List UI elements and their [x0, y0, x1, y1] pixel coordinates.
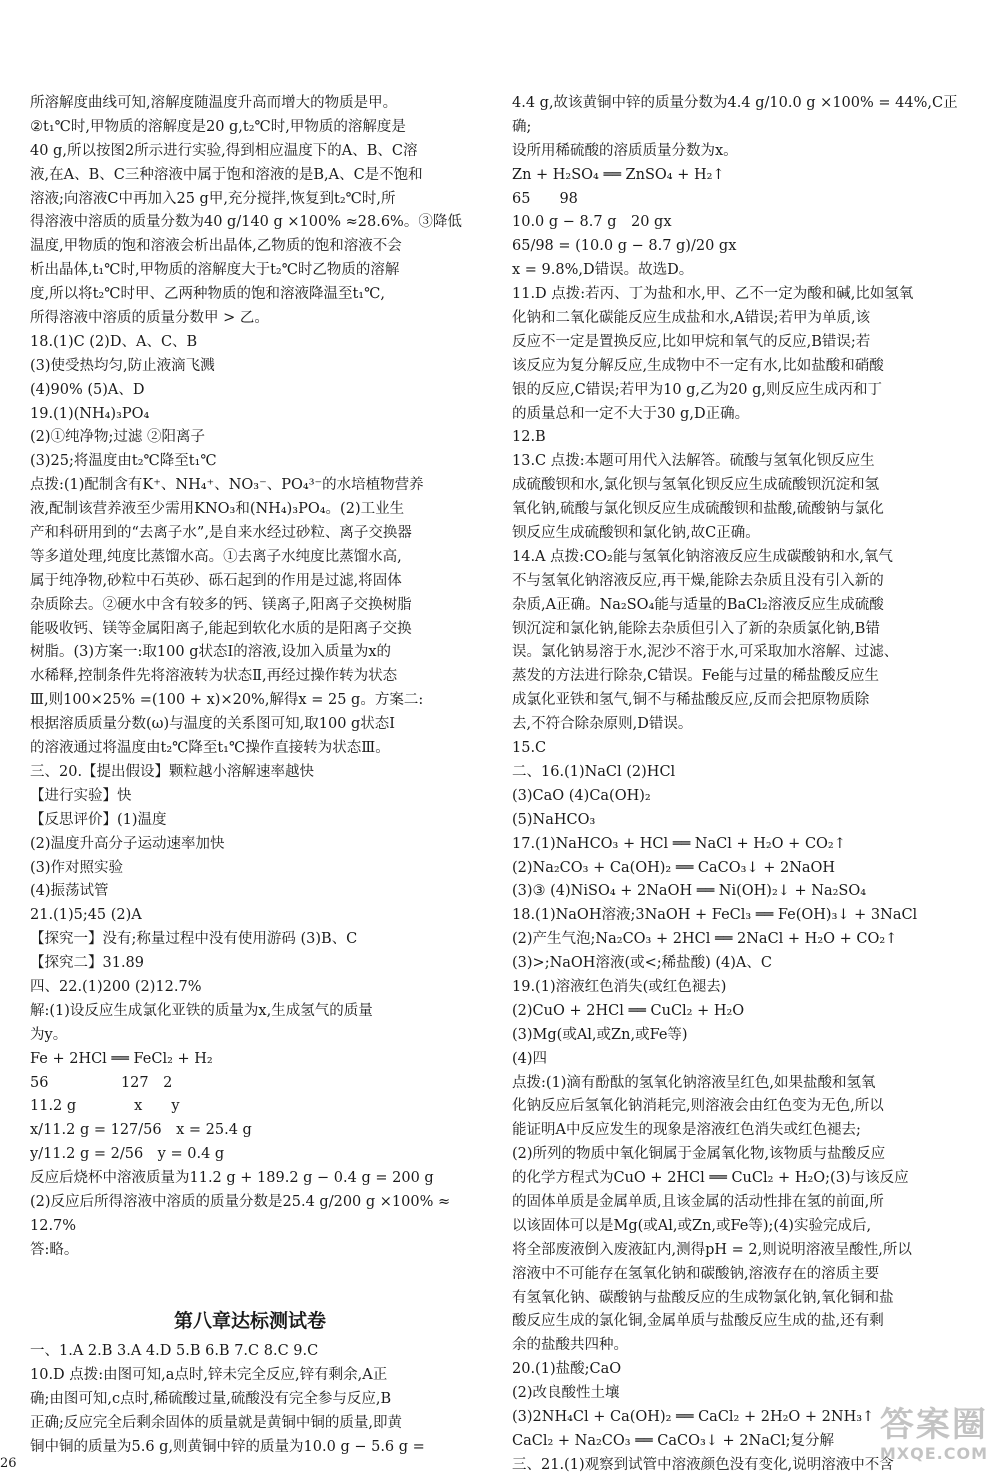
text-line: 成氯化亚铁和氢气,铜不与稀盐酸反应,反而会把原物质除 [512, 692, 870, 709]
text-line: 【探究一】没有;称量过程中没有使用游码 (3)B、C [30, 931, 358, 948]
text-line: 溶液;向溶液C中再加入25 g甲,充分搅拌,恢复到t₂℃时,所 [30, 190, 396, 207]
text-line: 确;由图可知,c点时,稀硫酸过量,硫酸没有完全参与反应,B [30, 1390, 392, 1407]
text-line: 三、21.(1)观察到试管中溶液颜色没有变化,说明溶液中不含 [512, 1456, 894, 1473]
text-line: 酸反应生成的氯化铜,金属单质与盐酸反应生成的盐,还有剩 [512, 1313, 884, 1330]
text-line: 该反应为复分解反应,生成物中不一定有水,比如盐酸和硝酸 [512, 357, 884, 374]
text-line: 以该固体可以是Mg(或Al,或Zn,或Fe等);(4)实验完成后, [512, 1217, 872, 1234]
text-line: 树脂。(3)方案一:取100 g状态Ⅰ的溶液,设加入质量为x的 [30, 644, 392, 661]
text-line: 所得溶液中溶质的质量分数甲 > 乙。 [30, 310, 269, 327]
watermark-logo-text: 答案圈 [879, 1405, 988, 1445]
text-line: 化钠和二氧化碳能反应生成盐和水,A错误;若甲为单质,该 [512, 310, 871, 327]
text-line: 的质量总和一定不大于30 g,D正确。 [512, 405, 750, 422]
text-line: 银的反应,C错误;若甲为10 g,乙为20 g,则反应生成丙和丁 [512, 381, 882, 398]
text-line: 点拨:(1)滴有酚酞的氢氧化钠溶液呈红色,如果盐酸和氢氧 [512, 1074, 876, 1091]
text-line: 的固体单质是金属单质,且该金属的活动性排在氢的前面,所 [512, 1193, 884, 1210]
text-line: 56 127 2 [30, 1074, 173, 1091]
text-line: 正确;反应完全后剩余固体的质量就是黄铜中铜的质量,即黄 [30, 1414, 402, 1431]
text-line: 钡反应生成硫酸钡和氯化钠,故C正确。 [512, 525, 760, 542]
text-line: 【反思评价】(1)温度 [30, 811, 167, 828]
text-line: 18.(1)C (2)D、A、C、B [30, 333, 198, 350]
text-line: 液,配制该营养液至少需用KNO₃和(NH₄)₃PO₄。(2)工业生 [30, 501, 405, 518]
text-line: 点拨:(1)配制含有K⁺、NH₄⁺、NO₃⁻、PO₄³⁻的水培植物营养 [30, 477, 424, 494]
text-line: 能证明A中反应发生的现象是溶液红色消失或红色褪去; [512, 1122, 861, 1139]
watermark-url: MXQE.COM [879, 1444, 988, 1463]
text-line: 10.D 点拨:由图可知,a点时,锌未完全反应,锌有剩余,A正 [30, 1366, 388, 1383]
text-line: 14.A 点拨:CO₂能与氢氧化钠溶液反应生成碳酸钠和水,氧气 [512, 548, 893, 565]
text-line: 19.(1)(NH₄)₃PO₄ [30, 405, 150, 422]
text-line: (3)2NH₄Cl + Ca(OH)₂ ══ CaCl₂ + 2H₂O + 2NH₃↑ [512, 1408, 875, 1425]
text-line: 15.C [512, 740, 547, 757]
text-line: 11.D 点拨:若丙、丁为盐和水,甲、乙不一定为酸和碱,比如氢氧 [512, 286, 914, 303]
text-line: 能吸收钙、镁等金属阳离子,能起到软化水质的是阳离子交换 [30, 620, 412, 637]
text-line: 【进行实验】快 [30, 787, 132, 804]
text-line: 析出晶体,t₁℃时,甲物质的溶解度大于t₂℃时乙物质的溶解 [30, 262, 400, 279]
text-line: 三、20.【提出假设】颗粒越小溶解速率越快 [30, 763, 315, 780]
text-line: 有氢氧化钠、碳酸钠与盐酸反应的生成物氯化钠,氧化铜和盐 [512, 1289, 894, 1306]
text-line: (3)>;NaOH溶液(或<;稀盐酸) (4)A、C [512, 955, 773, 972]
text-line: 将全部废液倒入废液缸内,测得pH = 2,则说明溶液呈酸性,所以 [512, 1241, 912, 1258]
text-line: 解:(1)设反应生成氯化亚铁的质量为x,生成氢气的质量 [30, 1002, 373, 1019]
text-line: 水稀释,控制条件先将溶液转为状态Ⅱ,再经过操作转为状态 [30, 668, 398, 685]
text-line: 11.2 g x y [30, 1098, 180, 1115]
page-number: 26 [0, 1456, 17, 1471]
text-line: Zn + H₂SO₄ ══ ZnSO₄ + H₂↑ [512, 166, 725, 183]
text-line: CaCl₂ + Na₂CO₃ ══ CaCO₃↓ + 2NaCl;复分解 [512, 1432, 834, 1449]
text-line: 产和科研用到的“去离子水”,是自来水经过砂粒、离子交换器 [30, 525, 412, 542]
text-line: Fe + 2HCl ══ FeCl₂ + H₂ [30, 1050, 213, 1067]
text-line: 19.(1)溶液红色消失(或红色褪去) [512, 978, 727, 995]
text-line: 的化学方程式为CuO + 2HCl ══ CuCl₂ + H₂O;(3)与该反应 [512, 1170, 909, 1187]
text-line: 液,在A、B、C三种溶液中属于饱和溶液的是B,A、C是不饱和 [30, 166, 423, 183]
text-line: 化钠反应后氢氧化钠消耗完,则溶液会由红色变为无色,所以 [512, 1098, 884, 1115]
watermark-logo [880, 1406, 988, 1463]
text-line: 所溶解度曲线可知,溶解度随温度升高而增大的物质是甲。 [30, 95, 398, 111]
text-line: 成硫酸钡和水,氯化钡与氢氧化钡反应生成硫酸钡沉淀和氢 [512, 477, 880, 494]
text-line: 一、1.A 2.B 3.A 4.D 5.B 6.B 7.C 8.C 9.C [30, 1343, 319, 1359]
text-line: 反应后烧杯中溶液质量为11.2 g + 189.2 g − 0.4 g = 200 g [30, 1170, 434, 1187]
text-line: 反应不一定是置换反应,比如甲烷和氧气的反应,B错误;若 [512, 333, 871, 350]
text-line: 氧化钠,硫酸与氯化钡反应生成硫酸钡和盐酸,硫酸钠与氯化 [512, 501, 884, 518]
text-line: 等多道处理,纯度比蒸馏水高。①去离子水纯度比蒸馏水高, [30, 548, 402, 565]
text-line: 40 g,所以按图2所示进行实验,得到相应温度下的A、B、C溶 [30, 142, 418, 159]
text-line: 为y。 [30, 1026, 68, 1043]
text-line: 13.C 点拨:本题可用代入法解答。硫酸与氢氧化钡反应生 [512, 453, 875, 470]
text-line: Ⅲ,则100×25% =(100 + x)×20%,解得x = 25 g。方案二: [30, 692, 424, 709]
text-line: (2)温度升高分子运动速率加快 [30, 835, 225, 852]
left-column [30, 92, 470, 1263]
text-line: (2)所列的物质中氧化铜属于金属氧化物,该物质与盐酸反应 [512, 1146, 886, 1163]
text-line: (3)Mg(或Al,或Zn,或Fe等) [512, 1026, 688, 1043]
text-line: (2)产生气泡;Na₂CO₃ + 2HCl ══ 2NaCl + H₂O + CO₂↑ [512, 931, 898, 948]
text-line: 的溶液通过将温度由t₂℃降至t₁℃操作直接转为状态Ⅲ。 [30, 740, 390, 757]
text-line: 误。氯化钠易溶于水,泥沙不溶于水,可采取加水溶解、过滤、 [512, 644, 899, 661]
text-line: x = 9.8%,D错误。故选D。 [512, 262, 694, 279]
text-line: 20.(1)盐酸;CaO [512, 1361, 622, 1378]
text-line: 去,不符合除杂原则,D错误。 [512, 716, 693, 733]
text-line: 溶液中不可能存在氢氧化钠和碳酸钠,溶液存在的溶质主要 [512, 1265, 880, 1282]
text-line: 杂质,A正确。Na₂SO₄能与适量的BaCl₂溶液反应生成硫酸 [512, 596, 884, 613]
text-line: 蒸发的方法进行除杂,C错误。Fe能与过量的稀盐酸反应生 [512, 668, 880, 685]
text-line: 得溶液中溶质的质量分数为40 g/140 g ×100% ≈28.6%。③降低 [30, 214, 462, 231]
text-line: (2)反应后所得溶液中溶质的质量分数是25.4 g/200 g ×100% ≈ [30, 1193, 451, 1210]
text-line: 65/98 = (10.0 g − 8.7 g)/20 gx [512, 238, 737, 255]
section-heading: 第八章达标测试卷 [173, 1310, 326, 1332]
text-line: 杂质除去。②硬水中含有较多的钙、镁离子,阳离子交换树脂 [30, 596, 412, 613]
text-line: (4)振荡试管 [30, 883, 109, 900]
text-line: (2)CuO + 2HCl ══ CuCl₂ + H₂O [512, 1002, 745, 1019]
text-line: (2)改良酸性土壤 [512, 1385, 620, 1402]
text-line: 4.4 g,故该黄铜中锌的质量分数为4.4 g/10.0 g ×100% = 44%,C正 [512, 95, 958, 111]
text-line: 12.7% [30, 1217, 77, 1234]
text-line: 答:略。 [30, 1241, 79, 1258]
right-column [512, 92, 972, 1478]
text-line: (3)25;将温度由t₂℃降至t₁℃ [30, 453, 217, 470]
text-line: 温度,甲物质的饱和溶液会析出晶体,乙物质的饱和溶液不会 [30, 238, 402, 255]
text-line: 二、16.(1)NaCl (2)HCl [512, 763, 676, 780]
text-line: 18.(1)NaOH溶液;3NaOH + FeCl₃ ══ Fe(OH)₃↓ + 3NaCl [512, 907, 918, 924]
text-line: (3)使受热均匀,防止液滴飞溅 [30, 357, 215, 374]
text-line: 21.(1)5;45 (2)A [30, 907, 142, 924]
text-line: 10.0 g − 8.7 g 20 gx [512, 214, 672, 231]
text-line: 度,所以将t₂℃时甲、乙两种物质的饱和溶液降温至t₁℃, [30, 286, 385, 303]
text-line: 12.B [512, 429, 546, 446]
text-line: (4)90% (5)A、D [30, 381, 145, 398]
text-line: 不与氢氧化钠溶液反应,再干燥,能除去杂质且没有引入新的 [512, 572, 884, 589]
text-line: ②t₁℃时,甲物质的溶解度是20 g,t₂℃时,甲物质的溶解度是 [30, 118, 406, 135]
text-line: (3)③ (4)NiSO₄ + 2NaOH ══ Ni(OH)₂↓ + Na₂SO₄ [512, 883, 867, 900]
section-answers [30, 1340, 470, 1459]
text-line: 65 98 [512, 190, 578, 207]
text-line: 确; [512, 118, 532, 135]
text-line: 【探究二】31.89 [30, 955, 145, 972]
text-line: 设所用稀硫酸的溶质质量分数为x。 [512, 142, 738, 159]
text-line: 铜中铜的质量为5.6 g,则黄铜中锌的质量为10.0 g − 5.6 g = [30, 1438, 425, 1455]
text-line: (2)Na₂CO₃ + Ca(OH)₂ ══ CaCO₃↓ + 2NaOH [512, 859, 836, 876]
text-line: (5)NaHCO₃ [512, 811, 596, 828]
text-line: (3)CaO (4)Ca(OH)₂ [512, 787, 651, 804]
text-line: 17.(1)NaHCO₃ + HCl ══ NaCl + H₂O + CO₂↑ [512, 835, 846, 852]
text-line: (2)①纯净物;过滤 ②阳离子 [30, 429, 206, 446]
text-line: 根据溶质质量分数(ω)与温度的关系图可知,取100 g状态Ⅰ [30, 716, 396, 733]
text-line: x/11.2 g = 127/56 x = 25.4 g [30, 1122, 252, 1139]
text-line: 钡沉淀和氯化钠,能除去杂质但引入了新的杂质氯化钠,B错 [512, 620, 880, 637]
text-line: 余的盐酸共四种。 [512, 1337, 628, 1354]
text-line: (3)作对照实验 [30, 859, 124, 876]
text-line: (4)四 [512, 1050, 548, 1067]
text-line: y/11.2 g = 2/56 y = 0.4 g [30, 1146, 225, 1163]
text-line: 属于纯净物,砂粒中石英砂、砾石起到的作用是过滤,将固体 [30, 572, 402, 589]
text-line: 四、22.(1)200 (2)12.7% [30, 978, 202, 995]
